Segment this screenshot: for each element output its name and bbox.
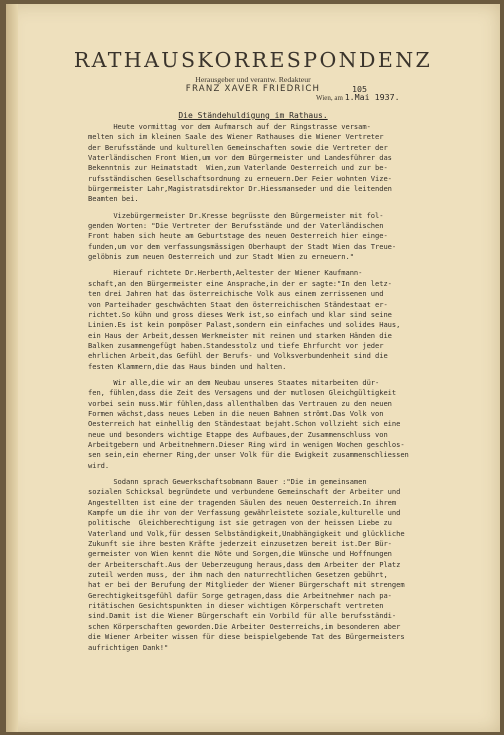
text-line: sozialen Schicksal begründete und verbundene Gemeinschaft der Arbeiter und: [88, 487, 401, 497]
text-line: Bekenntnis zur Heimatstadt Wien,zum Vaterlande Oesterreich und zur be-: [88, 163, 388, 173]
text-line: Formen wächst,dass neues Leben in die neuen Bahnen strömt.Das Volk von: [88, 408, 384, 418]
text-line: Balken zusammengefügt haben.Standesstolz und tiefe Ehrfurcht vor jeder: [88, 340, 384, 350]
text-line: vorbei sein muss.Wir fühlen,dass allenthalben das Vertrauen zu den neuen: [88, 398, 392, 408]
text-line: schaft,an den Bürgermeister eine Ansprache,in der er sagte:"In den letz-: [88, 278, 392, 288]
issue-date: 1.Mai 1937.: [344, 92, 400, 102]
text-line: bürgermeister Lahr,Magistratsdirektor Dr.Hiessmanseder und die leitenden: [88, 184, 392, 194]
text-line: Sodann sprach Gewerkschaftsobmann Bauer :"Die im gemeinsamen: [88, 477, 367, 486]
masthead-editor: FRANZ XAVER FRIEDRICH: [185, 84, 321, 94]
article-heading: Die Ständehuldigung im Rathaus.: [178, 111, 328, 120]
text-line: ten drei Jahren hat das österreichische Volk aus einem zerrissenen und: [88, 289, 384, 299]
text-line: politische Gleichberechtigung ist sie getragen von der heissen Liebe zu: [88, 518, 392, 528]
place-label: Wien, am: [316, 94, 343, 102]
text-line: rufsständischen Gesellschaftsordnung zu erneuern.Der Feier wohnten Vize-: [88, 173, 392, 183]
text-line: sind.Damit ist die Wiener Bürgerschaft ein Vorbild für alle berufsständi-: [88, 611, 397, 621]
text-line: Vaterländischen Front Wien,um vor dem Bürgermeister und Landesführer das: [88, 153, 392, 163]
text-line: Heute vormittag vor dem Aufmarsch auf der Ringstrasse versam-: [88, 122, 371, 131]
text-line: sen sein,ein eherner Ring,der unser Volk für die Ewigkeit zusammenschliessen: [88, 450, 409, 460]
text-line: Oesterreich hat einhellig den Ständestaat bejaht.Schon vollzieht sich eine: [88, 419, 401, 429]
text-line: richtet.So kühn und gross dieses Werk ist,so einfach und klar sind seine: [88, 309, 392, 319]
text-line: aufrichtigen Dank!": [88, 642, 169, 652]
issue-number: 105: [352, 84, 367, 94]
text-line: Front haben sich heute am Geburtstage des neuen Oesterreich hier einge-: [88, 231, 388, 241]
text-line: festen Klammern,die das Haus binden und halten.: [88, 361, 287, 371]
text-line: Angestellten ist eine der tragenden Säulen des neuen Oesterreich.In ihrem: [88, 497, 397, 507]
masthead: [6, 48, 500, 94]
masthead-title: RATHAUSKORRESPONDENZ: [73, 48, 433, 72]
text-line: schen Körperschaften geworden.Die Arbeiter Oesterreichs,im besonderen aber: [88, 621, 401, 631]
text-line: hat er bei der Berufung der Mitglieder der Wiener Bürgerschaft mit strengem: [88, 580, 405, 590]
text-line: die Wiener Arbeiter wissen für diese beispielgebende Tat des Bürgermeisters: [88, 632, 405, 642]
text-line: Arbeitgebern und Arbeitnehmern.Dieser Ring wird in wenigen Wochen geschlos-: [88, 439, 405, 449]
paragraph: [88, 211, 488, 263]
paragraph: [88, 477, 488, 653]
text-line: fen, fühlen,dass die Zeit des Versagens und der mutlosen Gleichgültigkeit: [88, 388, 397, 398]
text-line: Linien.Es ist kein pompöser Palast,sondern ein einfaches und solides Haus,: [88, 320, 401, 330]
text-line: Kampfe um die ihr von der Verfassung gewährleistete soziale,kulturelle und: [88, 508, 401, 518]
text-line: Gerechtigkeitsgefühl dafür Sorge getragen,dass die Arbeitnehmer nach pa-: [88, 590, 392, 600]
text-line: Vizebürgermeister Dr.Kresse begrüsste den Bürgermeister mit fol-: [88, 210, 384, 220]
text-line: Zukunft sie ihre besten Kräfte jederzeit einzusetzen bereit ist.Der Bür-: [88, 539, 392, 549]
text-line: zuteil werden muss, der ihm nach den naturrechtlichen Gesetzen gebührt,: [88, 570, 388, 580]
text-line: von Parteihader geschwächten Staat den österreichischen Ständestaat er-: [88, 299, 388, 309]
text-line: gelöbnis zum neuen Oesterreich und zur Stadt Wien zu erneuern.": [88, 252, 354, 262]
article-body: [88, 122, 488, 653]
text-line: Vaterland und Volk,für dessen Selbständigkeit,Unabhängigkeit und glückliche: [88, 528, 405, 538]
text-line: funden,um vor dem verfassungsmässigen Oberhaupt der Stadt Wien das Treue-: [88, 241, 397, 251]
paragraph: [88, 378, 488, 471]
text-line: der Arbeiterschaft.Aus der Ueberzeugung heraus,dass dem Arbeiter der Platz: [88, 559, 401, 569]
masthead-publisher: Herausgeber und verantw. Redakteur: [195, 75, 311, 84]
text-line: der Berufsstände und kulturellen Gemeinschaften sowie die Vertreter der: [88, 142, 388, 152]
text-line: ehrlichen Arbeit,das Gefühl der Berufs- und Volksverbundenheit sind die: [88, 351, 388, 361]
text-line: Beamten bei.: [88, 194, 139, 204]
document-page: [6, 4, 500, 732]
text-line: melten sich im kleinen Saale des Wiener Rathauses die Wiener Vertreter: [88, 132, 384, 142]
text-line: Wir alle,die wir an dem Neubau unseres Staates mitarbeiten dür-: [88, 377, 380, 387]
text-line: germeister von Wien kennt die Nöte und Sorgen,die Wünsche und Hoffnungen: [88, 549, 392, 559]
text-line: neue und besonders wichtige Etappe des Aufbaues,der Zusammenschluss von: [88, 429, 388, 439]
paragraph: [88, 122, 488, 205]
text-line: wird.: [88, 460, 110, 470]
text-line: genden Worten: "Die Vertreter der Berufsstände und der Vaterländischen: [88, 221, 384, 231]
place-date: [316, 92, 400, 102]
text-line: ein Haus der Arbeit,dessen Werkmeister mit reinen und starken Händen die: [88, 330, 392, 340]
text-line: ritätischen Gesichtspunkten in dieser wichtigen Körperschaft vertreten: [88, 601, 384, 611]
paragraph: [88, 268, 488, 371]
text-line: Hierauf richtete Dr.Herberth,Aeltester der Wiener Kaufmann-: [88, 268, 363, 278]
